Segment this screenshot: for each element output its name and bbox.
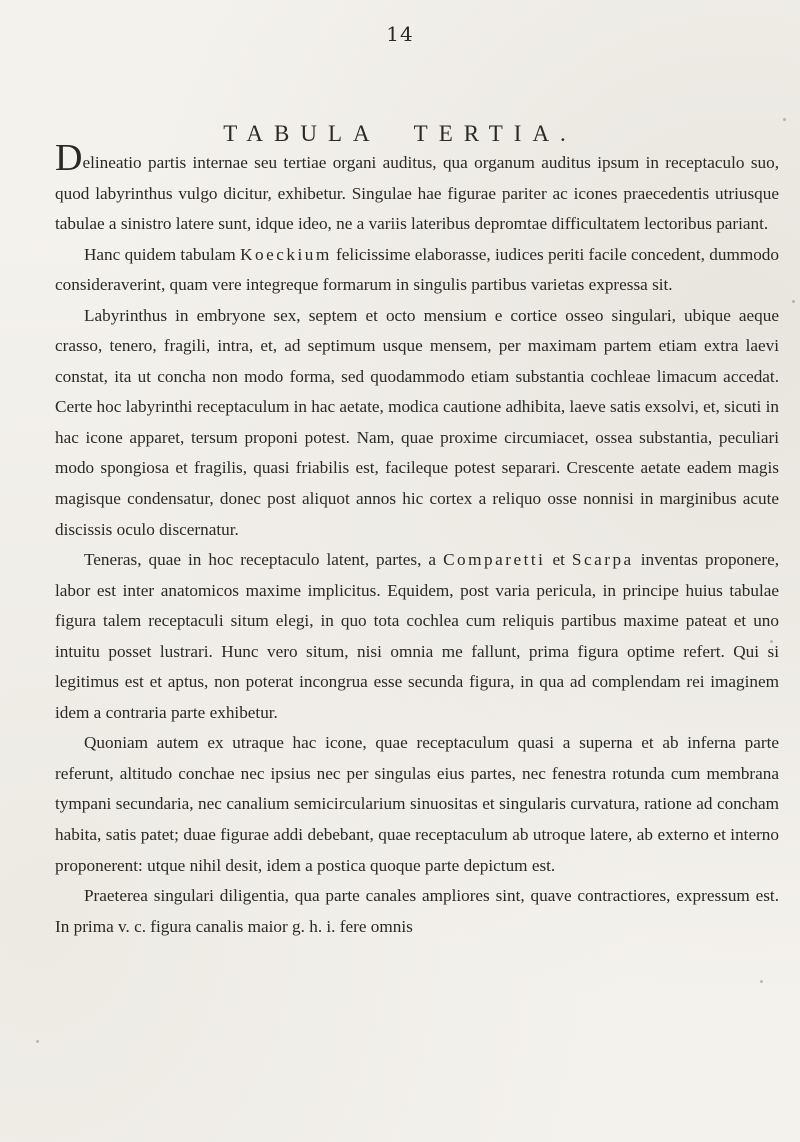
paper-fleck	[792, 300, 795, 303]
name-scarpa: Scarpa	[571, 550, 634, 570]
paragraph-4-before: Teneras, quae in hoc receptaculo latent, partes, a	[84, 550, 444, 570]
drop-cap: D	[55, 137, 83, 179]
body-text	[55, 137, 780, 942]
paragraph-2-after: felicissime elaborasse, iudices periti facile concedent, dummodo consideraverint, quam vere integreque formarum in singulis partibus varietas expressa sit.	[55, 244, 779, 295]
paragraph-4-middle: et	[545, 550, 572, 570]
paragraph-4	[55, 545, 779, 728]
name-comparetti: Comparetti	[443, 550, 546, 570]
page-number: 14	[386, 22, 414, 46]
paragraph-2	[55, 240, 779, 301]
paper-fleck	[36, 1040, 39, 1043]
paragraph-3: Labyrinthus in embryone sex, septem et octo mensium e cortice osseo singulari, ubique aeque crasso, tenero, fragili, intra, et, ad septimum usque mensem, per maximam partem etiam extra laevi constat, ita ut concha non modo forma, sed quodammodo etiam substantia cochleae limacum accedat. Certe hoc labyrinthi receptaculum in hac aetate, modica cautione adhibita, laeve satis exsolvi, et, sicuti in hac icone apparet, tersum proponi potest. Nam, quae proxime circumiacet, ossea substantia, peculiari modo spongiosa et fragilis, quasi friabilis est, facileque potest separari. Crescente aetate eadem magis magisque condensatur, donec post aliquot annos hic cortex a reliquo osse nonnisi in marginibus acute discissis oculo discernatur.	[55, 305, 779, 539]
paper-fleck	[770, 640, 773, 643]
paper-fleck	[783, 118, 786, 121]
paragraph-6: Praeterea singulari diligentia, qua parte canales ampliores sint, quave contractiores, expressum est. In prima v. c. figura canalis maior g. h. i. fere omnis	[55, 886, 779, 936]
paragraph-4-after: inventas proponere, labor est inter anatomicos maxime implicitus. Equidem, post varia pericula, in principe huius tabulae figura talem receptaculi situm elegi, in quo tota cochlea cum reliquis partibus maxime pateat et uno intuitu posset lustrari. Hunc vero situm, nisi omnia me fallunt, prima figura optime refert. Qui si legitimus est et aptus, non poterat incongrua esse secunda figura, in qua ad complendam rei imaginem idem a contraria parte exhibetur.	[55, 550, 780, 722]
paragraph-1-text: elineatio partis internae seu tertiae organi auditus, qua organum auditus ipsum in receptaculo suo, quod labyrinthus vulgo dicitur, exhibetur. Singulae hae figurae pariter ac icones praecedentis utriusque tabulae a sinistro latere sunt, idque ideo, ne a variis lateribus depromtae difficultatem lectoribus pariant.	[55, 153, 779, 234]
paragraph-5: Quoniam autem ex utraque hac icone, quae receptaculum quasi a superna et ab inferna parte referunt, altitudo conchae nec ipsius nec per singulas eius partes, nec fenestra rotunda cum membrana tympani secundaria, nec canalium semicircularium sinuositas et singularis curvatura, ratione ad concham habita, satis patet; duae figurae addi debebant, quae receptaculum ab utroque latere, ab externo et interno proponerent: utque nihil desit, idem a postica quoque parte depictum est.	[55, 733, 779, 875]
paper-fleck	[760, 980, 763, 983]
name-koeckium: Koeckium	[240, 244, 332, 264]
paragraph-2-before: Hanc quidem tabulam	[84, 244, 241, 264]
paragraph-1	[55, 137, 779, 240]
page-title: TABULA TERTIA.	[223, 121, 577, 147]
